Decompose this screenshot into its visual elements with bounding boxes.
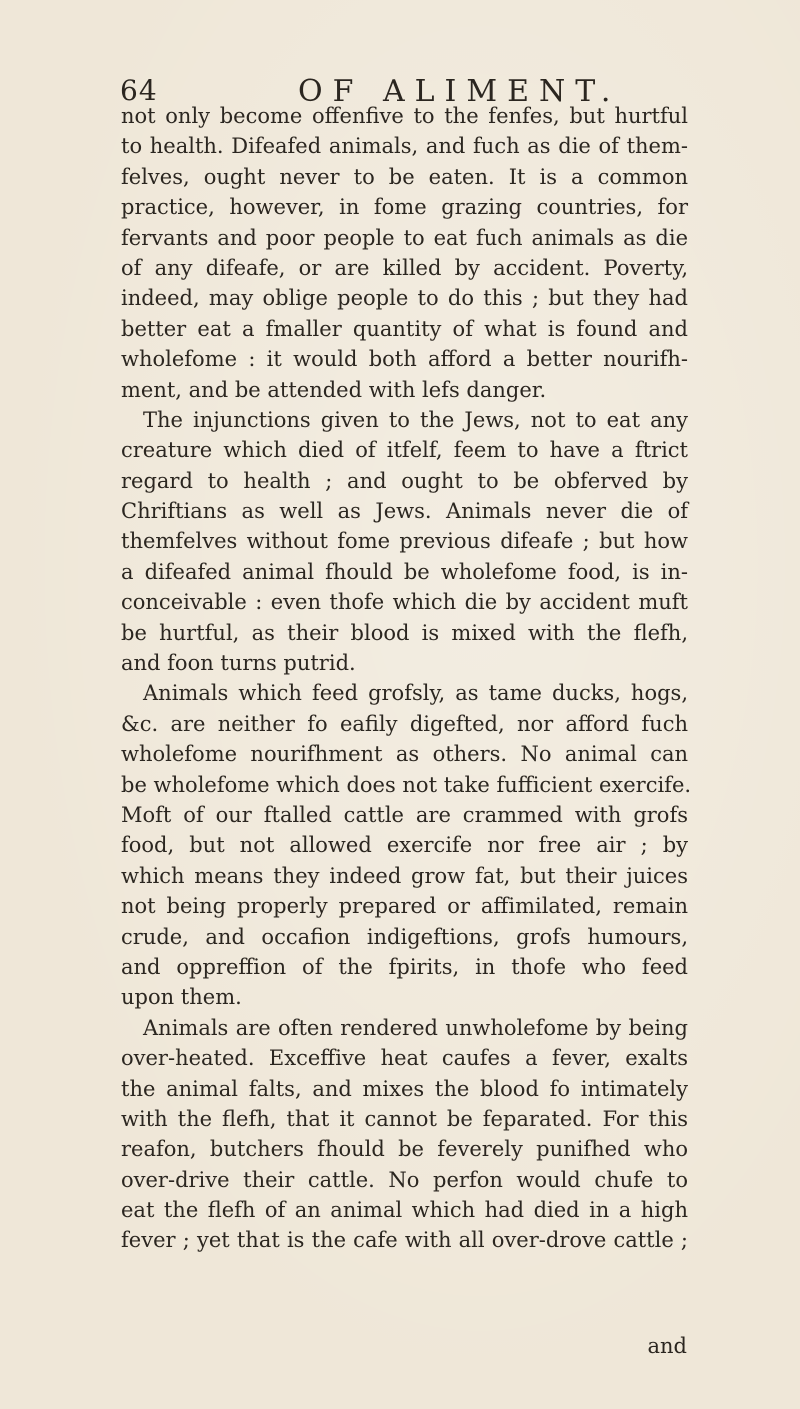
- text-line: with the flefh, that it cannot be feparated. For this: [121, 1106, 688, 1131]
- text-line: &c. are neither fo eafily digefted, nor afford fuch: [121, 711, 688, 736]
- text-line: crude, and occafion indigeftions, grofs humours,: [121, 924, 688, 949]
- text-line: felves, ought never to be eaten. It is a common: [121, 164, 688, 189]
- text-line: conceivable : even thofe which die by accident muft: [121, 590, 688, 615]
- text-line: Chriftians as well as Jews. Animals never die of: [121, 499, 688, 524]
- paragraph-first-line: Animals which feed grofsly, as tame ducks, hogs,: [143, 681, 688, 706]
- text-line: creature which died of itfelf, feem to have a ftrict: [121, 438, 688, 463]
- paragraph-first-line: The injunctions given to the Jews, not to eat any: [143, 407, 688, 432]
- catchword: and: [647, 1334, 687, 1358]
- text-line: and foon turns putrid.: [121, 651, 356, 676]
- text-line: ment, and be attended with lefs danger.: [121, 377, 547, 402]
- paragraph-first-line: Animals are often rendered unwholefome by being: [143, 1015, 688, 1040]
- text-line: fever ; yet that is the cafe with all over-drove cattle ;: [121, 1228, 688, 1253]
- text-line: wholefome : it would both afford a better nourifh-: [121, 347, 688, 372]
- text-line: a difeafed animal fhould be wholefome food, is in-: [121, 559, 688, 584]
- text-line: regard to health ; and ought to be obferved by: [121, 468, 688, 493]
- page-number: 64: [120, 74, 158, 107]
- text-line: not being properly prepared or affimilated, remain: [121, 894, 688, 919]
- text-line: themfelves without fome previous difeafe ; but how: [121, 529, 688, 554]
- text-line: fervants and poor people to eat fuch animals as die: [121, 225, 688, 250]
- text-line: upon them.: [121, 985, 242, 1010]
- text-line: food, but not allowed exercife nor free air ; by: [121, 833, 688, 858]
- text-line: Moft of our ftalled cattle are crammed with grofs: [121, 802, 688, 827]
- text-line: to health. Difeafed animals, and fuch as die of them-: [121, 134, 688, 159]
- text-line: eat the flefh of an animal which had died in a high: [121, 1198, 688, 1223]
- running-head: OF ALIMENT.: [298, 74, 621, 109]
- text-line: better eat a fmaller quantity of what is found and: [121, 316, 688, 341]
- text-line: not only become offenfive to the fenfes, but hurtful: [121, 104, 688, 128]
- text-line: indeed, may oblige people to do this ; but they had: [121, 286, 688, 311]
- text-line: practice, however, in fome grazing countries, for: [121, 195, 688, 220]
- body-text: [121, 101, 692, 1256]
- text-line: of any difeafe, or are killed by accident. Poverty,: [121, 255, 688, 280]
- text-line: which means they indeed grow fat, but their juices: [121, 863, 688, 888]
- text-line: over-drive their cattle. No perfon would chufe to: [121, 1167, 688, 1192]
- text-line: and oppreffion of the fpirits, in thofe who feed: [121, 954, 688, 979]
- text-line: the animal falts, and mixes the blood fo intimately: [121, 1076, 688, 1101]
- text-line: be wholefome which does not take fufficient exercife.: [121, 772, 692, 797]
- text-line: reafon, butchers fhould be feverely punifhed who: [121, 1137, 688, 1162]
- text-line: be hurtful, as their blood is mixed with the flefh,: [121, 620, 688, 645]
- text-line: wholefome nourifhment as others. No animal can: [121, 742, 688, 767]
- text-line: over-heated. Exceffive heat caufes a fever, exalts: [121, 1046, 688, 1071]
